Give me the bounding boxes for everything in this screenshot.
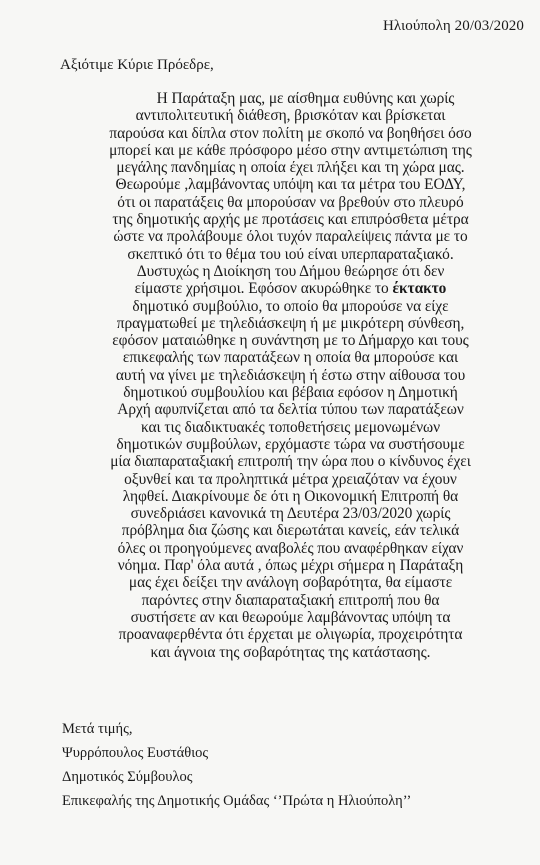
- body-line: προαναφερθέντα ότι έρχεται με ολιγωρία, προχειρότητα: [118, 626, 463, 644]
- body-line: Αρχή αφυπνίζεται από τα δελτία τύπου των παρατάξεων: [117, 401, 464, 419]
- letter-date: Ηλιούπολη 20/03/2020: [382, 18, 524, 34]
- letter-body: [63, 90, 518, 661]
- body-line: Δυστυχώς η Διοίκηση του Δήμου θεώρησε ότι δεν: [136, 262, 445, 280]
- body-line: Η Παράταξη μας, με αίσθημα ευθύνης και χωρίς: [156, 90, 455, 107]
- signer-role: Δημοτικός Σύμβουλος: [62, 769, 193, 785]
- body-line: αντιπολιτευτική διάθεση, βρισκόταν και βρίσκεται: [135, 107, 446, 125]
- body-line: μεγάλης πανδημίας η οποία έχει πλήξει και τη χώρα μας.: [116, 159, 465, 177]
- body-line: ώστε να προλάβουμε όλοι τυχόν παραλείψεις πάντα με το: [113, 228, 468, 246]
- body-line: παρούσα και δίπλα στον πολίτη με σκοπό να βοηθήσει όσο: [109, 124, 472, 142]
- signer-name: Ψυρρόπουλος Ευστάθιος: [62, 745, 209, 761]
- body-line: συστήσετε αν και θεωρούμε λαμβάνοντας υπόψη τα: [130, 608, 451, 626]
- body-line: της δημοτικής αρχής με προτάσεις και επιπρόσθετα μέτρα: [112, 211, 469, 229]
- body-line: και άγνοια της σοβαρότητας της κατάστασης.: [150, 643, 431, 661]
- body-line-with-emphasis: [63, 280, 518, 297]
- salutation: Αξιότιμε Κύριε Πρόεδρε,: [60, 57, 214, 73]
- body-line: ληφθεί. Διακρίνουμε δε ότι η Οικονομική Επιτροπή θα: [122, 487, 459, 505]
- body-line: πρόβλημα δια ζώσης και διερωτάται κανείς, εάν τελικά: [121, 522, 460, 540]
- body-line: μας έχει δείξει την ανάλογη σοβαρότητα, θα είμαστε: [128, 574, 453, 592]
- body-line: μία διαπαραταξιακή επιτροπή την ώρα που ο κίνδυνος έχει: [110, 453, 471, 471]
- body-line: πραγματωθεί με τηλεδιάσκεψη ή με μικρότερη σύνθεση,: [116, 314, 465, 332]
- letter-closing: [62, 717, 411, 813]
- closing-greeting: Μετά τιμής,: [62, 721, 133, 737]
- body-line: μπορεί και με κάθε πρόσφορο μέσο στην αντιμετώπιση της: [109, 141, 472, 159]
- body-line: όλες οι προηγούμενες αναβολές που αναφέρθηκαν είχαν: [117, 539, 464, 557]
- body-line: οξυνθεί και τα προληπτικά μέτρα χρειαζόταν να έχουν: [124, 470, 457, 488]
- body-line: δημοτικού συμβουλίου και βέβαια εφόσον η Δημοτική: [123, 384, 458, 402]
- body-line: και τις διαδικτυακές τοποθετήσεις μεμονωμένων: [140, 418, 441, 436]
- body-line: νόημα. Παρ' όλα αυτά , όπως μέχρι σήμερα η Παράταξη: [117, 557, 464, 575]
- body-line: εφόσον ματαιώθηκε η συνάντηση με το Δήμαρχο και τους: [112, 332, 469, 350]
- emphasis-word: έκτακτο: [392, 280, 447, 298]
- body-line: δημοτικών συμβούλων, ερχόμαστε τώρα να συστήσουμε: [116, 435, 465, 453]
- body-line: παρόντες στην διαπαραταξιακή επιτροπή που θα: [141, 591, 440, 609]
- signer-group: Επικεφαλής της Δημοτικής Ομάδας ‘’Πρώτα η Ηλιούπολη’’: [62, 793, 412, 809]
- body-line: σκεπτικό ότι το θέμα του ιού είναι υπερπαραταξιακό.: [127, 245, 454, 263]
- body-line: Θεωρούμε ,λαμβάνοντας υπόψη και τα μέτρα του ΕΟΔΥ,: [115, 176, 466, 194]
- body-line: ότι οι παρατάξεις θα μπορούσαν να βρεθούν στο πλευρό: [117, 193, 464, 211]
- body-line: συνεδριάσει κανονικά τη Δευτέρα 23/03/2020 χωρίς: [130, 505, 451, 523]
- body-line: επικεφαλής των παρατάξεων η οποία θα μπορούσε και: [122, 349, 459, 367]
- body-line: δημοτικό συμβούλιο, το οποίο θα μπορούσε να είχε: [132, 297, 449, 315]
- body-line: αυτή να γίνει με τηλεδιάσκεψη ή έστω στην αίθουσα του: [115, 366, 466, 384]
- body-line-text: είμαστε χρήσιμοι. Εφόσον ακυρώθηκε το: [134, 280, 389, 298]
